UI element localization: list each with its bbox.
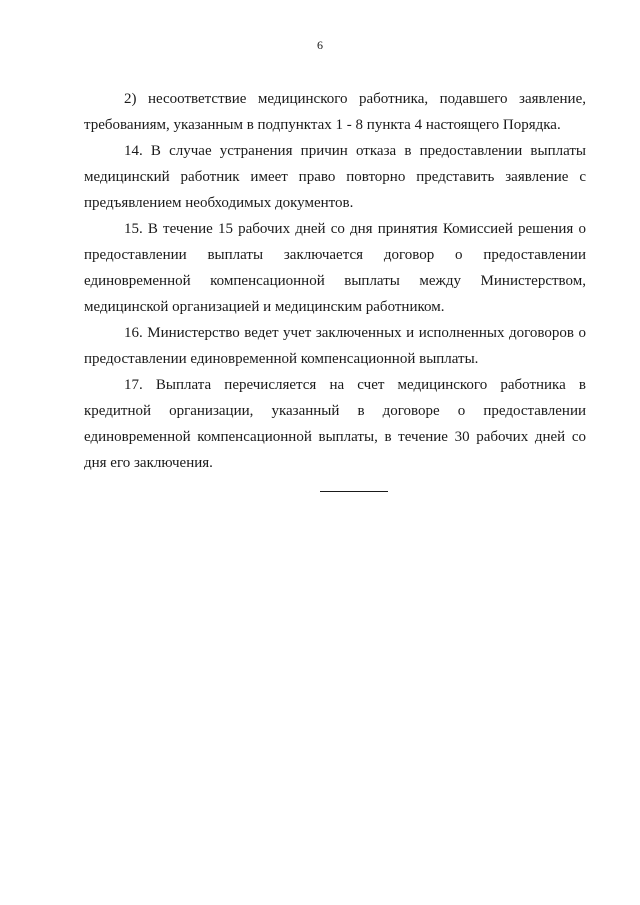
paragraph-17: 17. Выплата перечисляется на счет медицинского работника в кредитной организации, указанный в договоре о предоставлении единовременной компенсационной выплаты, в течение 30 рабочих дней со дня его заключения. bbox=[84, 377, 586, 471]
paragraph-14: 14. В случае устранения причин отказа в предоставлении выплаты медицинский работник имеет право повторно представить заявление с предъявлением необходимых документов. bbox=[84, 143, 586, 211]
paragraph-15: 15. В течение 15 рабочих дней со дня принятия Комиссией решения о предоставлении выплаты заключается договор о предоставлении единовременной компенсационной выплаты между Министерством, медицинской организацией и медицинским работником. bbox=[84, 221, 586, 315]
paragraph-16: 16. Министерство ведет учет заключенных и исполненных договоров о предоставлении единовременной компенсационной выплаты. bbox=[84, 325, 586, 367]
paragraph-item-2: 2) несоответствие медицинского работника, подавшего заявление, требованиям, указанным в подпунктах 1 - 8 пункта 4 настоящего Порядка. bbox=[84, 91, 586, 133]
document-body bbox=[84, 86, 586, 476]
page-number: 6 bbox=[317, 38, 323, 52]
end-divider bbox=[320, 491, 388, 492]
